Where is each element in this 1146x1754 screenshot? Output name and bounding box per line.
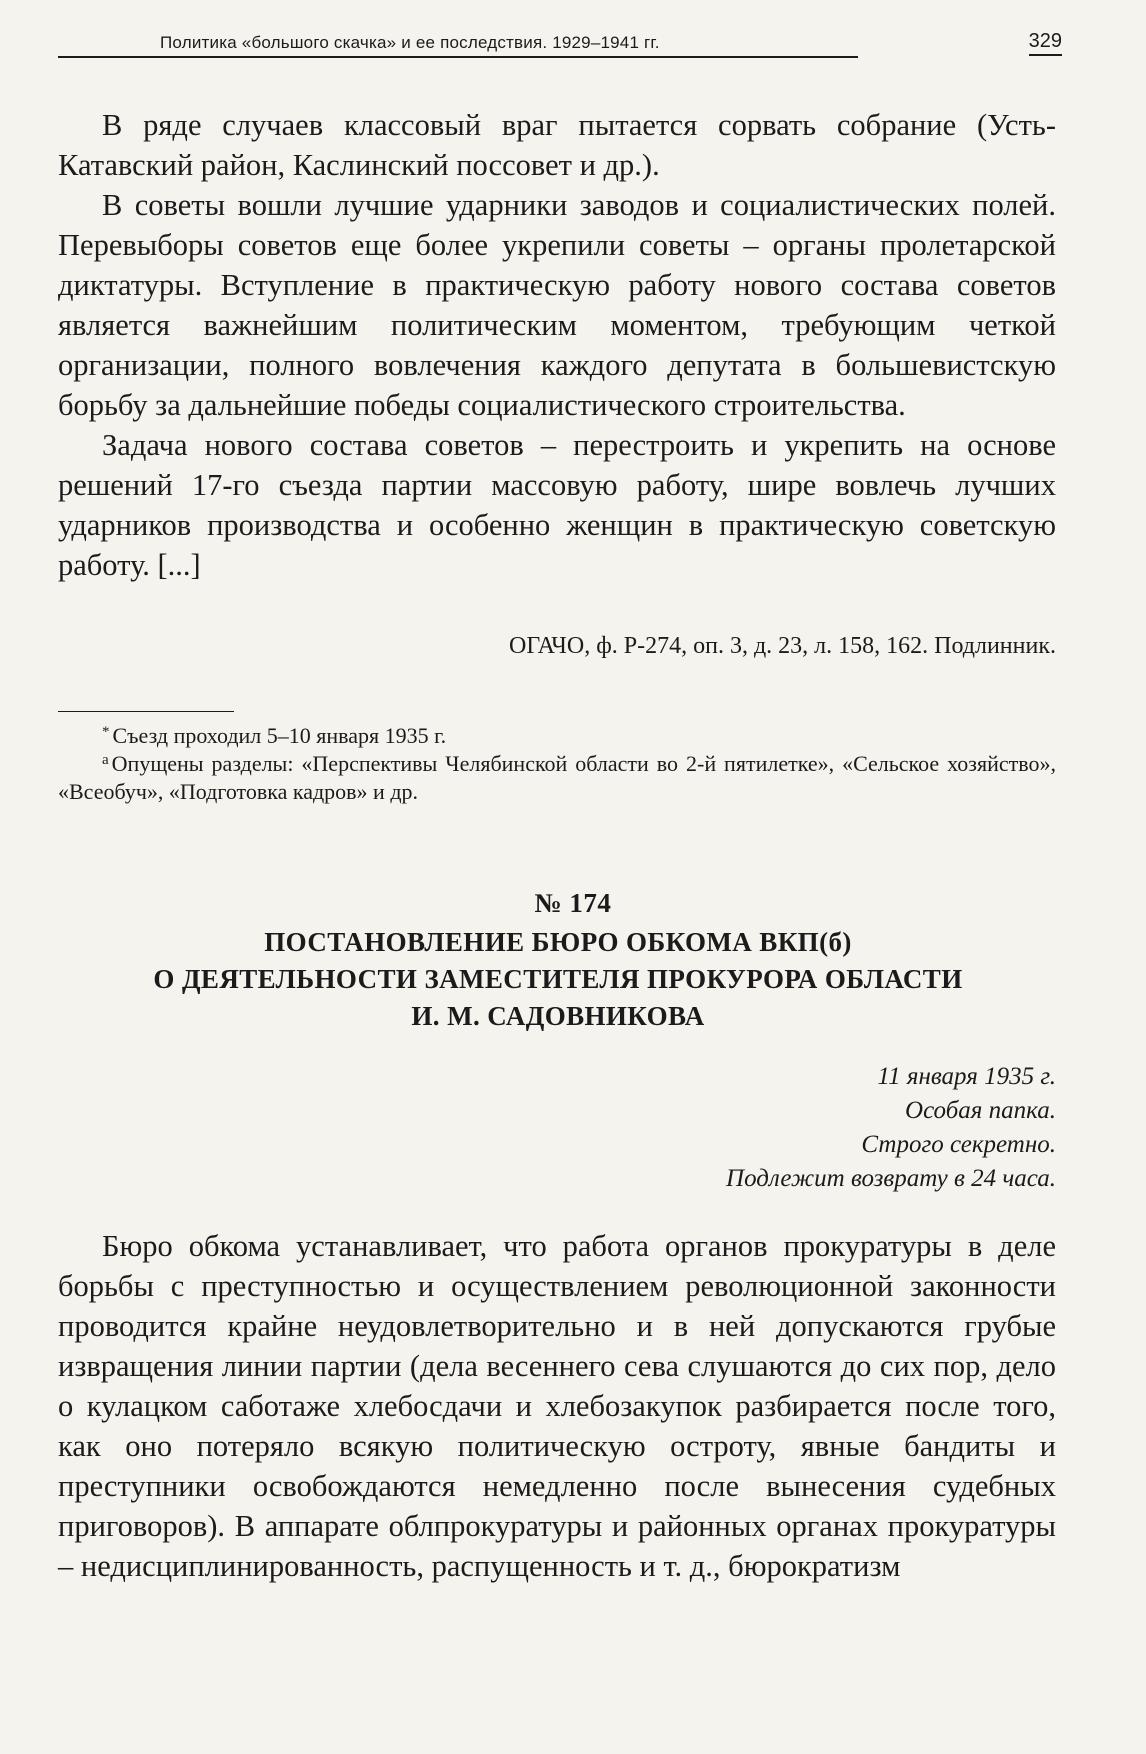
document-title (58, 924, 1058, 1035)
paragraph: Задача нового состава советов – перестроить и укрепить на основе решений 17-го съезда партии массовую работу, шире вовлечь лучших ударников производства и особенно женщин в практическую советскую работу. [...] (58, 428, 1056, 582)
footnote-divider (58, 711, 234, 712)
document-number: № 174 (534, 888, 612, 918)
document-meta (726, 1060, 1056, 1196)
return-note: Подлежит возврату в 24 часа. (726, 1165, 1056, 1192)
paragraph: Бюро обкома устанавливает, что работа органов прокуратуры в деле борьбы с преступностью и осуществлением революционной законности проводится крайне неудовлетворительно и в ней допускаются грубые извращения линии партии (дела весеннего сева слушаются до сих пор, дело о кулацком саботаже хлебосдачи и хлебозакупок разбирается после того, как оно потеряло всякую политическую остроту, явные бандиты и преступники освобождаются немедленно после вынесения судебных приговоров). В аппарате облпрокуратуры и районных органах прокуратуры – недисциплинированность, распущенность и т. д., бюрократизм (58, 1229, 1056, 1583)
archive-citation: ОГАЧО, ф. Р-274, оп. 3, д. 23, л. 158, 162. Подлинник. (509, 633, 1056, 659)
running-header (58, 30, 858, 58)
document-body (58, 1226, 1056, 1586)
secrecy-note: Строго секретно. (861, 1131, 1056, 1158)
paragraph: В советы вошли лучшие ударники заводов и социалистических полей. Перевыборы советов еще более укрепили советы – органы пролетарской диктатуры. Вступление в практическую работу нового состава советов является важнейшим политическим моментом, требующим четкой организации, полного вовлечения каждого депутата в большевистскую борьбу за дальнейшие победы социалистического строительства. (58, 188, 1056, 422)
special-folder-note: Особая папка. (905, 1097, 1056, 1124)
paragraph: В ряде случаев классовый враг пытается сорвать собрание (Усть-Катавский район, Каслинский поссовет и др.). (58, 108, 1056, 182)
footnote-mark: a (102, 752, 109, 768)
document-title-line: ПОСТАНОВЛЕНИЕ БЮРО ОБКОМА ВКП(б) (264, 927, 852, 957)
running-title: Политика «большого скачка» и ее последствия. 1929–1941 гг. (160, 33, 660, 52)
document-date: 11 января 1935 г. (877, 1063, 1056, 1090)
footnote-text: Съезд проходил 5–10 января 1935 г. (112, 723, 447, 748)
page-number: 329 (1029, 30, 1062, 56)
footnote-text: Опущены разделы: «Перспективы Челябинской области во 2-й пятилетке», «Сельское хозяйство», «Всеобуч», «Подготовка кадров» и др. (58, 751, 1056, 804)
footnote (58, 722, 1056, 750)
footnote (58, 750, 1056, 806)
intro-text (58, 105, 1056, 585)
footnotes (58, 722, 1056, 806)
document-title-line: О ДЕЯТЕЛЬНОСТИ ЗАМЕСТИТЕЛЯ ПРОКУРОРА ОБЛАСТИ (153, 964, 963, 994)
document-title-line: И. М. САДОВНИКОВА (411, 1001, 705, 1031)
footnote-mark: * (102, 724, 110, 740)
